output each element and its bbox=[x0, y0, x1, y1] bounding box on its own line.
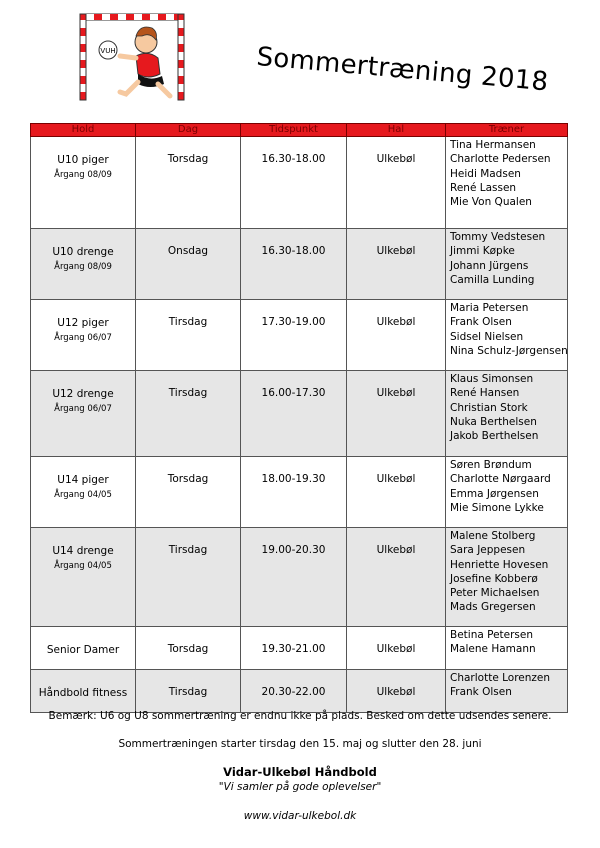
hall-cell: Ulkebøl bbox=[347, 627, 446, 670]
trainers-cell bbox=[446, 300, 568, 371]
team-cell bbox=[31, 457, 136, 528]
club-logo bbox=[78, 12, 188, 104]
day-cell: Torsdag bbox=[136, 457, 241, 528]
trainer-name: Charlotte Nørgaard bbox=[450, 473, 551, 486]
day-cell: Tirsdag bbox=[136, 371, 241, 457]
team-cell bbox=[31, 670, 136, 713]
team-name: U14 piger bbox=[57, 474, 109, 486]
team-cell bbox=[31, 371, 136, 457]
trainer-name: Christian Stork bbox=[450, 401, 528, 414]
trainer-name: Frank Olsen bbox=[450, 686, 512, 699]
trainers-cell bbox=[446, 137, 568, 229]
trainer-name: René Lassen bbox=[450, 181, 517, 194]
trainers-cell bbox=[446, 670, 568, 713]
club-slogan: "Vi samler på gode oplevelser" bbox=[218, 781, 382, 793]
team-year: Årgang 04/05 bbox=[54, 561, 112, 571]
trainer-name: Emma Jørgensen bbox=[450, 487, 539, 500]
club-name: Vidar-Ulkebøl Håndbold bbox=[223, 765, 377, 779]
table-row bbox=[31, 300, 568, 371]
day-cell: Tirsdag bbox=[136, 670, 241, 713]
team-cell bbox=[31, 627, 136, 670]
day-cell: Onsdag bbox=[136, 229, 241, 300]
time-cell: 20.30-22.00 bbox=[241, 670, 347, 713]
hall-cell: Ulkebøl bbox=[347, 670, 446, 713]
table-row bbox=[31, 627, 568, 670]
hall-cell: Ulkebøl bbox=[347, 229, 446, 300]
trainer-name: Mads Gregersen bbox=[450, 601, 536, 614]
svg-text:VUH: VUH bbox=[100, 47, 116, 55]
trainer-name: Tina Hermansen bbox=[450, 139, 536, 151]
team-name: U14 drenge bbox=[52, 545, 114, 557]
trainers-cell bbox=[446, 528, 568, 627]
time-cell: 16.00-17.30 bbox=[241, 371, 347, 457]
hall-cell: Ulkebøl bbox=[347, 137, 446, 229]
table-row bbox=[31, 137, 568, 229]
trainer-name: Klaus Simonsen bbox=[450, 373, 534, 385]
trainer-name: Malene Hamann bbox=[450, 643, 536, 656]
trainer-name: René Hansen bbox=[450, 387, 520, 400]
trainer-name: Mie Simone Lykke bbox=[450, 501, 544, 514]
team-name: U12 piger bbox=[57, 317, 109, 329]
trainer-name: Mie Von Qualen bbox=[450, 196, 532, 209]
trainer-name: Jimmi Køpke bbox=[450, 245, 515, 258]
team-name: Håndbold fitness bbox=[38, 687, 128, 699]
trainer-name: Johann Jürgens bbox=[450, 259, 529, 272]
time-cell: 17.30-19.00 bbox=[241, 300, 347, 371]
club-website-link[interactable]: www.vidar-ulkebol.dk bbox=[243, 810, 357, 822]
table-row bbox=[31, 528, 568, 627]
column-header-hold: Hold bbox=[31, 124, 136, 137]
trainer-name: Josefine Kobberø bbox=[450, 572, 538, 585]
team-name: U10 piger bbox=[57, 154, 109, 166]
handball-player-icon bbox=[99, 27, 170, 96]
trainer-name: Frank Olsen bbox=[450, 316, 512, 329]
trainer-name: Tommy Vedstesen bbox=[450, 231, 546, 243]
trainer-name: Heidi Madsen bbox=[450, 167, 521, 180]
column-header-tidspunkt: Tidspunkt bbox=[241, 124, 347, 137]
team-year: Årgang 06/07 bbox=[54, 404, 112, 414]
team-year: Årgang 04/05 bbox=[54, 490, 112, 500]
day-cell: Tirsdag bbox=[136, 300, 241, 371]
trainer-name: Charlotte Pedersen bbox=[450, 153, 551, 166]
team-cell bbox=[31, 300, 136, 371]
trainers-cell bbox=[446, 457, 568, 528]
table-row bbox=[31, 670, 568, 713]
trainer-name: Charlotte Lorenzen bbox=[450, 672, 551, 684]
trainers-cell bbox=[446, 371, 568, 457]
team-year: Årgang 08/09 bbox=[54, 170, 112, 180]
trainer-name: Betina Petersen bbox=[450, 629, 534, 641]
time-cell: 16.30-18.00 bbox=[241, 229, 347, 300]
team-cell bbox=[31, 229, 136, 300]
team-name: Senior Damer bbox=[46, 644, 120, 656]
column-header-dag: Dag bbox=[136, 124, 241, 137]
team-name: U12 drenge bbox=[52, 388, 114, 400]
trainer-name: Henriette Hovesen bbox=[450, 558, 549, 571]
time-cell: 18.00-19.30 bbox=[241, 457, 347, 528]
trainer-name: Peter Michaelsen bbox=[450, 587, 540, 600]
column-header-traener: Træner bbox=[446, 124, 568, 137]
table-row bbox=[31, 457, 568, 528]
team-year: Årgang 06/07 bbox=[54, 333, 112, 343]
trainer-name: Malene Stolberg bbox=[450, 530, 536, 542]
table-row bbox=[31, 371, 568, 457]
trainer-name: Nuka Berthelsen bbox=[450, 415, 537, 428]
column-header-hal: Hal bbox=[347, 124, 446, 137]
table-row bbox=[31, 229, 568, 300]
day-cell: Tirsdag bbox=[136, 528, 241, 627]
schedule-table bbox=[30, 123, 568, 713]
page-title: Sommertræning 2018 bbox=[255, 42, 550, 98]
team-name: U10 drenge bbox=[52, 246, 114, 258]
trainer-name: Søren Brøndum bbox=[450, 459, 532, 471]
remark-note: Bemærk: U6 og U8 sommertræning er endnu ikke på plads. Besked om dette udsendes senere. bbox=[48, 710, 552, 722]
team-cell bbox=[31, 528, 136, 627]
time-cell: 16.30-18.00 bbox=[241, 137, 347, 229]
team-year: Årgang 08/09 bbox=[54, 262, 112, 272]
trainer-name: Camilla Lunding bbox=[450, 273, 535, 286]
trainer-name: Nina Schulz-Jørgensen bbox=[450, 344, 568, 357]
hall-cell: Ulkebøl bbox=[347, 457, 446, 528]
time-cell: 19.30-21.00 bbox=[241, 627, 347, 670]
team-cell bbox=[31, 137, 136, 229]
time-cell: 19.00-20.30 bbox=[241, 528, 347, 627]
hall-cell: Ulkebøl bbox=[347, 300, 446, 371]
trainers-cell bbox=[446, 229, 568, 300]
season-note: Sommertræningen starter tirsdag den 15. maj og slutter den 28. juni bbox=[118, 738, 482, 750]
day-cell: Torsdag bbox=[136, 137, 241, 229]
trainer-name: Sara Jeppesen bbox=[450, 544, 526, 557]
table-header-row bbox=[31, 124, 568, 137]
day-cell: Torsdag bbox=[136, 627, 241, 670]
trainer-name: Sidsel Nielsen bbox=[450, 330, 524, 343]
trainer-name: Maria Petersen bbox=[450, 302, 529, 314]
hall-cell: Ulkebøl bbox=[347, 528, 446, 627]
trainers-cell bbox=[446, 627, 568, 670]
hall-cell: Ulkebøl bbox=[347, 371, 446, 457]
trainer-name: Jakob Berthelsen bbox=[450, 430, 539, 443]
